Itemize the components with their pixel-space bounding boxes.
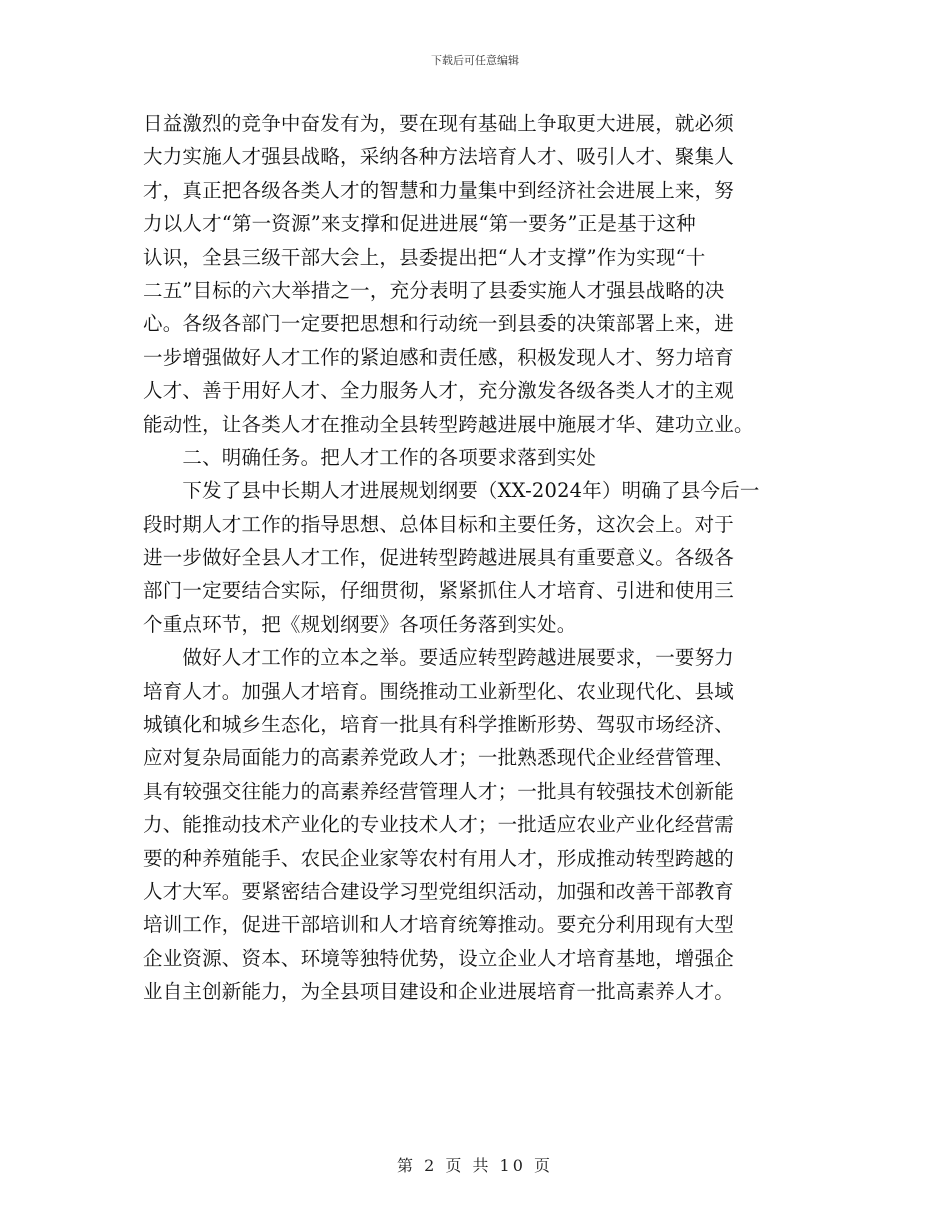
text-line: 日益激烈的竞争中奋发有为，要在现有基础上争取更大进展，就必须 [143,112,735,135]
document-body [143,107,813,1009]
page-number-footer: 第 2 页 共 10 页 [397,1156,553,1175]
text-line: 力以人才“第一资源”来支撑和促进进展“第一要务”正是基于这种 [143,212,696,236]
text-line: 认识，全县三级干部大会上，县委提出把“人才支撑”作为实现“十 [143,245,706,269]
text-line: 人才、善于用好人才、全力服务人才，充分激发各级各类人才的主观 [143,379,735,403]
text-line: 城镇化和城乡生态化，培育一批具有科学推断形势、驾驭市场经济、 [143,713,735,737]
text-line: 做好人才工作的立本之举。要适应转型跨越进展要求，一要努力 [143,646,735,670]
text-line: 才，真正把各级各类人才的智慧和力量集中到经济社会进展上来，努 [143,178,735,202]
text-line: 企业资源、资本、环境等独特优势，设立企业人才培育基地，增强企 [143,946,735,970]
text-line: 力、能推动技术产业化的专业技术人才；一批适应农业产业化经营需 [143,813,735,837]
text-line: 心。各级各部门一定要把思想和行动统一到县委的决策部署上来，进 [143,312,735,336]
text-line: 大力实施人才强县战略，采纳各种方法培育人才、吸引人才、聚集人 [143,145,735,169]
text-line: 要的种养殖能手、农民企业家等农村有用人才，形成推动转型跨越的 [143,846,735,870]
page-header: 下载后可任意编辑 [431,54,519,67]
text-line: 个重点环节，把《规划纲要》各项任务落到实处。 [143,612,577,636]
text-line: 具有较强交往能力的高素养经营管理人才；一批具有较强技术创新能 [143,779,735,803]
text-line: 二五”目标的六大举措之一，充分表明了县委实施人才强县战略的决 [143,278,725,302]
text-line: 段时期人才工作的指导思想、总体目标和主要任务，这次会上。对于 [143,512,735,536]
text-line: 部门一定要结合实际，仔细贯彻，紧紧抓住人才培育、引进和使用三 [143,579,735,603]
text-line: 应对复杂局面能力的高素养党政人才；一批熟悉现代企业经营管理、 [143,746,735,770]
text-line: 能动性，让各类人才在推动全县转型跨越进展中施展才华、建功立业。 [143,412,754,436]
text-line: 业自主创新能力，为全县项目建设和企业进展培育一批高素养人才。 [143,980,735,1004]
text-line: 培育人才。加强人才培育。围绕推动工业新型化、农业现代化、县域 [143,679,735,703]
text-line: 一步增强做好人才工作的紧迫感和责任感，积极发现人才、努力培育 [143,345,735,369]
text-line: 人才大军。要紧密结合建设学习型党组织活动，加强和改善干部教育 [143,879,735,903]
text-line: 培训工作，促进干部培训和人才培育统筹推动。要充分利用现有大型 [143,913,735,937]
section-heading: 二、明确任务。把人才工作的各项要求落到实处 [143,445,597,469]
text-line: 进一步做好全县人才工作，促进转型跨越进展具有重要意义。各级各 [143,546,735,570]
text-line: 下发了县中长期人才进展规划纲要（XX-2024年）明确了县今后一 [143,479,760,503]
